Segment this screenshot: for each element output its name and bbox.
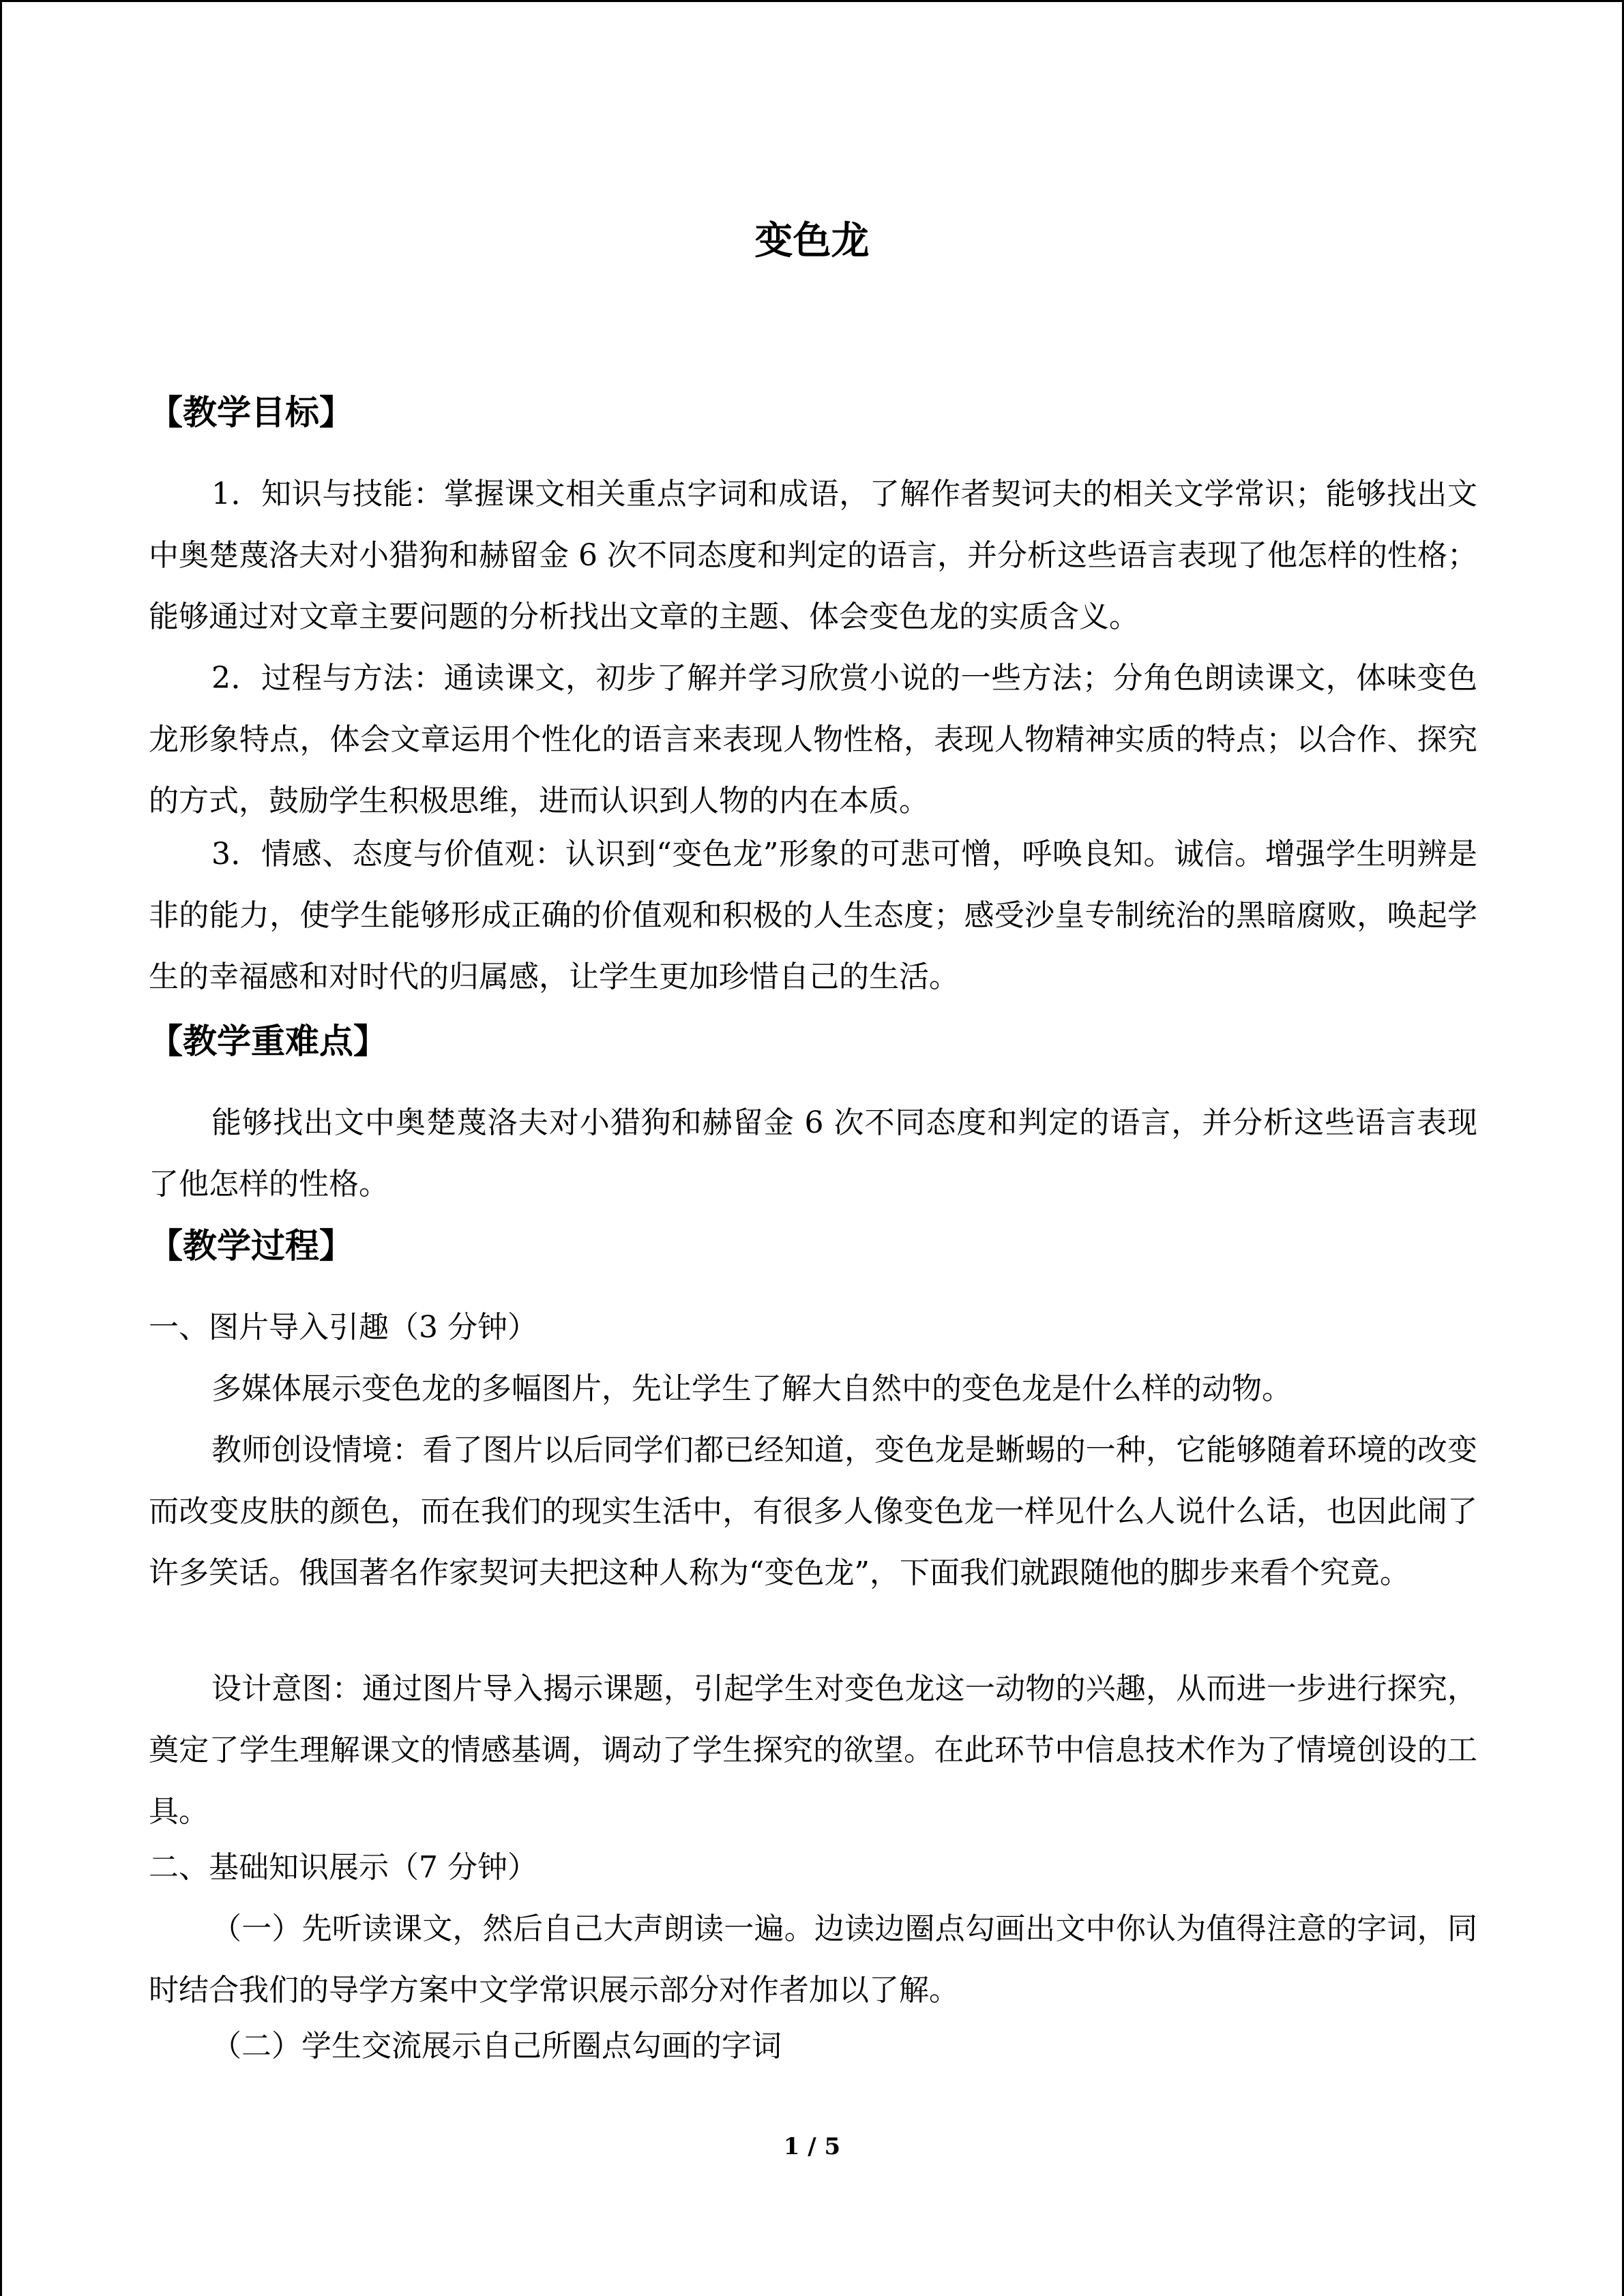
- process-step2-paragraph-1: （一）先听读课文，然后自己大声朗读一遍。边读边圈点勾画出文中你认为值得注意的字词，同时结合我们的导学方案中文学常识展示部分对作者加以了解。: [149, 1911, 1477, 2008]
- page-number: 1 / 5: [783, 2133, 841, 2160]
- heading-process: 【教学过程】: [149, 1226, 353, 1266]
- page-border-left: [0, 0, 2, 2296]
- key-points-paragraph: 能够找出文中奥楚蔑洛夫对小猎狗和赫留金 6 次不同态度和判定的语言，并分析这些语言表现了他怎样的性格。: [149, 1105, 1477, 1202]
- process-step1-paragraph-3: 设计意图：通过图片导入揭示课题，引起学生对变色龙这一动物的兴趣，从而进一步进行探究，奠定了学生理解课文的情感基调，调动了学生探究的欲望。在此环节中信息技术作为了情境创设的工具。: [149, 1671, 1477, 1829]
- process-step1-title: 一、图片导入引趣（3 分钟）: [149, 1310, 537, 1345]
- objective-paragraph-1: 1．知识与技能：掌握课文相关重点字词和成语，了解作者契诃夫的相关文学常识；能够找出文中奥楚蔑洛夫对小猎狗和赫留金 6 次不同态度和判定的语言，并分析这些语言表现了他怎样的性格；能够通过对文章主要问题的分析找出文章的主题、体会变色龙的实质含义。: [149, 477, 1477, 634]
- heading-objectives: 【教学目标】: [149, 393, 353, 432]
- process-step2-title: 二、基础知识展示（7 分钟）: [149, 1850, 537, 1885]
- heading-key-points: 【教学重难点】: [149, 1022, 387, 1061]
- page-border-top: [0, 0, 1624, 2]
- objective-paragraph-3: 3．情感、态度与价值观：认识到“变色龙”形象的可悲可憎，呼唤良知。诚信。增强学生明辨是非的能力，使学生能够形成正确的价值观和积极的人生态度；感受沙皇专制统治的黑暗腐败，唤起学生的幸福感和对时代的归属感，让学生更加珍惜自己的生活。: [149, 837, 1477, 994]
- process-step2-paragraph-2: （二）学生交流展示自己所圈点勾画的字词: [211, 2029, 782, 2063]
- process-step1-paragraph-2: 教师创设情境：看了图片以后同学们都已经知道，变色龙是蜥蜴的一种，它能够随着环境的改变而改变皮肤的颜色，而在我们的现实生活中，有很多人像变色龙一样见什么人说什么话，也因此闹了许多笑话。俄国著名作家契诃夫把这种人称为“变色龙”，下面我们就跟随他的脚步来看个究竟。: [149, 1433, 1477, 1590]
- objective-paragraph-2: 2．过程与方法：通读课文，初步了解并学习欣赏小说的一些方法；分角色朗读课文，体味变色龙形象特点，体会文章运用个性化的语言来表现人物性格，表现人物精神实质的特点；以合作、探究的方式，鼓励学生积极思维，进而认识到人物的内在本质。: [149, 661, 1477, 818]
- process-step1-paragraph-1: 多媒体展示变色龙的多幅图片，先让学生了解大自然中的变色龙是什么样的动物。: [211, 1371, 1292, 1406]
- document-title: 变色龙: [754, 219, 870, 263]
